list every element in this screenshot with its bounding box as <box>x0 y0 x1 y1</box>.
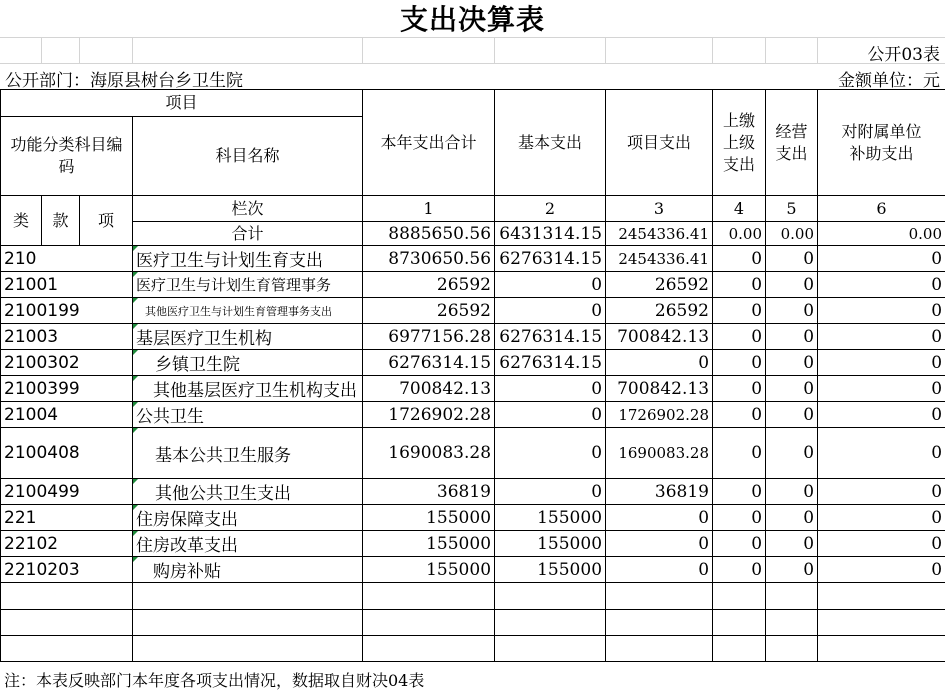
expenditure-table <box>0 89 945 662</box>
row-value: 6977156.28 <box>363 324 495 350</box>
row-value: 0 <box>818 272 945 298</box>
row-code: 2100399 <box>1 376 133 402</box>
row-value: 0 <box>495 402 606 428</box>
row-name: 乡镇卫生院 <box>133 350 363 376</box>
empty-cell <box>818 610 945 636</box>
row-value: 0 <box>713 246 766 272</box>
sum-label: 合计 <box>133 222 363 246</box>
grid-line <box>362 38 363 63</box>
row-value: 0 <box>495 298 606 324</box>
empty-cell <box>713 636 766 662</box>
row-value: 0 <box>495 479 606 505</box>
department-label: 公开部门：海原县树台乡卫生院 <box>5 71 243 91</box>
sum-value: 0.00 <box>766 222 818 246</box>
header-operation: 经营支出 <box>766 90 818 196</box>
grid-line <box>0 37 945 38</box>
row-name: 其他公共卫生支出 <box>133 479 363 505</box>
row-name: 公共卫生 <box>133 402 363 428</box>
empty-cell <box>495 610 606 636</box>
col-num: 1 <box>363 196 495 222</box>
row-value: 0 <box>495 376 606 402</box>
row-code: 221 <box>1 505 133 531</box>
row-value: 0 <box>606 531 713 557</box>
row-code: 21001 <box>1 272 133 298</box>
row-value: 0 <box>713 350 766 376</box>
empty-cell <box>1 636 133 662</box>
empty-cell <box>606 636 713 662</box>
row-value: 1690083.28 <box>606 428 713 479</box>
row-value: 0 <box>713 479 766 505</box>
row-value: 0 <box>766 505 818 531</box>
row-value: 0 <box>766 479 818 505</box>
row-code: 22102 <box>1 531 133 557</box>
header-lei: 类 <box>1 196 42 246</box>
empty-cell <box>495 636 606 662</box>
row-value: 155000 <box>363 557 495 583</box>
row-value: 155000 <box>495 505 606 531</box>
grid-line <box>765 38 766 63</box>
grid-line <box>605 38 606 63</box>
row-name: 购房补贴 <box>133 557 363 583</box>
empty-cell <box>766 610 818 636</box>
row-value: 0 <box>495 428 606 479</box>
row-value: 0 <box>818 298 945 324</box>
row-value: 0 <box>818 246 945 272</box>
header-xiang: 项 <box>80 196 133 246</box>
row-code: 21004 <box>1 402 133 428</box>
row-value: 155000 <box>495 557 606 583</box>
row-code: 21003 <box>1 324 133 350</box>
col-label: 栏次 <box>133 196 363 222</box>
row-value: 8730650.56 <box>363 246 495 272</box>
sum-value: 0.00 <box>713 222 766 246</box>
row-value: 0 <box>766 298 818 324</box>
row-value: 0 <box>818 531 945 557</box>
row-value: 0 <box>818 402 945 428</box>
empty-cell <box>713 583 766 610</box>
row-value: 26592 <box>606 272 713 298</box>
row-name: 基层医疗卫生机构 <box>133 324 363 350</box>
row-value: 6276314.15 <box>363 350 495 376</box>
row-value: 1726902.28 <box>606 402 713 428</box>
row-value: 36819 <box>606 479 713 505</box>
row-name: 住房保障支出 <box>133 505 363 531</box>
row-value: 0 <box>818 479 945 505</box>
row-value: 6276314.15 <box>495 246 606 272</box>
row-value: 0 <box>713 298 766 324</box>
col-num: 5 <box>766 196 818 222</box>
empty-cell <box>363 583 495 610</box>
row-value: 0 <box>766 272 818 298</box>
row-value: 0 <box>766 557 818 583</box>
row-value: 1726902.28 <box>363 402 495 428</box>
row-value: 0 <box>713 324 766 350</box>
empty-cell <box>606 583 713 610</box>
row-code: 2100499 <box>1 479 133 505</box>
sum-value: 2454336.41 <box>606 222 713 246</box>
row-name: 住房改革支出 <box>133 531 363 557</box>
page-title: 支出决算表 <box>399 3 545 36</box>
row-name: 基本公共卫生服务 <box>133 428 363 479</box>
col-num: 6 <box>818 196 945 222</box>
grid-line <box>132 38 133 63</box>
header-subject-name: 科目名称 <box>133 117 363 196</box>
row-value: 700842.13 <box>363 376 495 402</box>
row-value: 26592 <box>363 298 495 324</box>
row-code: 2100302 <box>1 350 133 376</box>
row-value: 0 <box>766 246 818 272</box>
row-name: 医疗卫生与计划生育支出 <box>133 246 363 272</box>
empty-cell <box>1 610 133 636</box>
row-value: 0 <box>713 557 766 583</box>
empty-cell <box>133 636 363 662</box>
row-value: 0 <box>713 402 766 428</box>
header-func-code: 功能分类科目编码 <box>1 117 133 196</box>
grid-line <box>0 63 945 64</box>
row-value: 0 <box>818 505 945 531</box>
row-value: 26592 <box>606 298 713 324</box>
row-code: 2210203 <box>1 557 133 583</box>
row-value: 0 <box>606 557 713 583</box>
row-value: 0 <box>818 324 945 350</box>
table-code: 公开03表 <box>867 45 940 65</box>
row-value: 0 <box>606 350 713 376</box>
grid-line <box>817 38 818 63</box>
unit-label: 金额单位：元 <box>838 71 940 91</box>
footnote: 注：本表反映部门本年度各项支出情况，数据取自财决04表 <box>4 671 425 690</box>
row-value: 0 <box>766 402 818 428</box>
col-num: 3 <box>606 196 713 222</box>
grid-line <box>41 38 42 63</box>
row-value: 0 <box>766 350 818 376</box>
row-value: 700842.13 <box>606 376 713 402</box>
row-value: 0 <box>713 272 766 298</box>
empty-cell <box>363 636 495 662</box>
grid-line <box>712 38 713 63</box>
empty-cell <box>363 610 495 636</box>
row-value: 0 <box>818 557 945 583</box>
header-subsidy: 对附属单位补助支出 <box>818 90 945 196</box>
empty-cell <box>1 583 133 610</box>
row-value: 0 <box>766 531 818 557</box>
empty-cell <box>766 636 818 662</box>
row-value: 0 <box>818 428 945 479</box>
row-value: 155000 <box>495 531 606 557</box>
row-value: 155000 <box>363 531 495 557</box>
grid-line <box>79 38 80 63</box>
header-total: 本年支出合计 <box>363 90 495 196</box>
row-value: 0 <box>606 505 713 531</box>
sum-value: 6431314.15 <box>495 222 606 246</box>
row-value: 26592 <box>363 272 495 298</box>
row-value: 0 <box>766 324 818 350</box>
row-value: 6276314.15 <box>495 324 606 350</box>
row-value: 0 <box>818 350 945 376</box>
row-value: 0 <box>766 376 818 402</box>
row-value: 1690083.28 <box>363 428 495 479</box>
empty-cell <box>713 610 766 636</box>
row-value: 0 <box>713 428 766 479</box>
empty-cell <box>766 583 818 610</box>
empty-cell <box>606 610 713 636</box>
header-kuan: 款 <box>42 196 80 246</box>
row-value: 0 <box>766 428 818 479</box>
row-value: 0 <box>818 376 945 402</box>
row-code: 2100199 <box>1 298 133 324</box>
empty-cell <box>818 636 945 662</box>
row-value: 6276314.15 <box>495 350 606 376</box>
row-code: 2100408 <box>1 428 133 479</box>
row-value: 155000 <box>363 505 495 531</box>
empty-cell <box>818 583 945 610</box>
row-value: 0 <box>495 272 606 298</box>
row-value: 0 <box>713 505 766 531</box>
row-name: 医疗卫生与计划生育管理事务 <box>133 272 363 298</box>
header-superior: 上缴上级支出 <box>713 90 766 196</box>
sum-value: 0.00 <box>818 222 945 246</box>
header-item: 项目 <box>1 90 363 117</box>
row-value: 2454336.41 <box>606 246 713 272</box>
row-name: 其他基层医疗卫生机构支出 <box>133 376 363 402</box>
row-value: 0 <box>713 531 766 557</box>
sum-value: 8885650.56 <box>363 222 495 246</box>
empty-cell <box>133 610 363 636</box>
empty-cell <box>133 583 363 610</box>
row-code: 210 <box>1 246 133 272</box>
header-project: 项目支出 <box>606 90 713 196</box>
row-value: 700842.13 <box>606 324 713 350</box>
row-value: 0 <box>713 376 766 402</box>
header-basic: 基本支出 <box>495 90 606 196</box>
row-name: 其他医疗卫生与计划生育管理事务支出 <box>133 298 363 324</box>
row-value: 36819 <box>363 479 495 505</box>
grid-line <box>494 38 495 63</box>
col-num: 2 <box>495 196 606 222</box>
empty-cell <box>495 583 606 610</box>
col-num: 4 <box>713 196 766 222</box>
